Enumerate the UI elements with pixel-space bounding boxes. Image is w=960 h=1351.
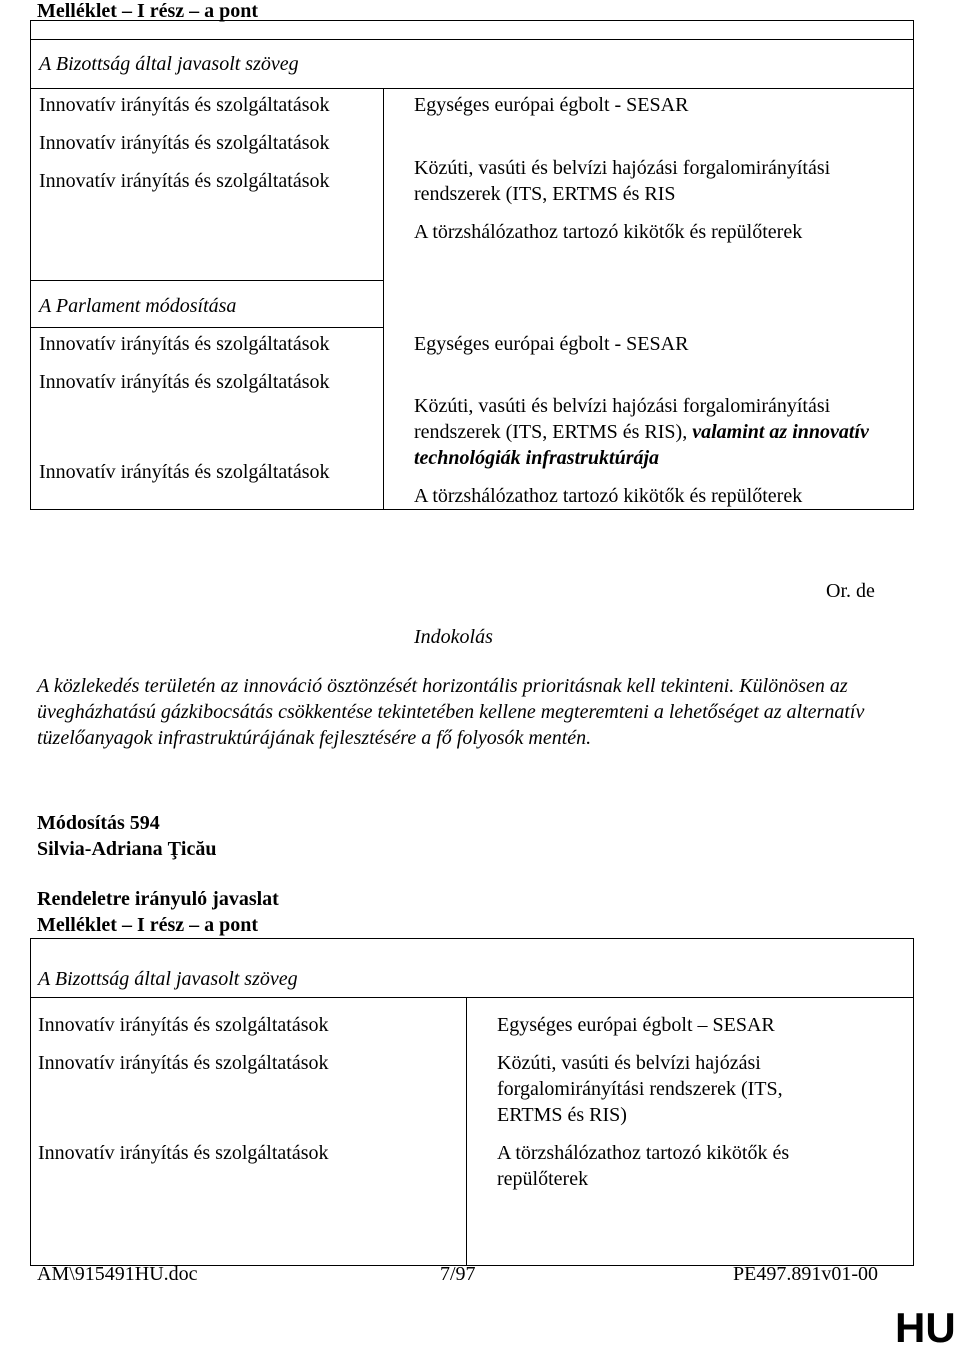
- commission-header-cell: [31, 939, 914, 998]
- left-item: Innovatív irányítás és szolgáltatások: [39, 170, 330, 192]
- footer-language-code: HU: [895, 1304, 956, 1351]
- footer-doc-ref: AM\915491HU.doc: [37, 1263, 198, 1285]
- section-heading: Melléklet – I rész – a pont: [37, 0, 259, 22]
- amendment-author: Silvia-Adriana Ţicău: [37, 838, 217, 860]
- left-item: Innovatív irányítás és szolgáltatások: [39, 333, 330, 355]
- comparison-table-2: [30, 938, 914, 1266]
- commission-text-header: A Bizottság által javasolt szöveg: [31, 40, 914, 89]
- right-column-cell: [384, 89, 914, 510]
- right-item-amended: [414, 393, 894, 471]
- original-language: Or. de: [826, 580, 875, 602]
- justification-text: A közlekedés területén az innováció ösztönzését horizontális prioritásnak kell tekinteni. Különösen az üvegházhatású gázkibocsátás csökkentése tekintetében kellene megteremteni a lehetőséget az alternatív tüzelőanyagok infrastruktúrájának fejlesztésére a fő folyosók mentén.: [37, 675, 865, 749]
- commission-left-cell: [31, 89, 384, 281]
- left-item: Innovatív irányítás és szolgáltatások: [38, 1014, 329, 1036]
- right-item: A törzshálózathoz tartozó kikötők és repülőterek: [414, 485, 803, 507]
- right-item: A törzshálózathoz tartozó kikötők és repülőterek: [414, 221, 803, 243]
- footer-pe-ref: PE497.891v01-00: [733, 1263, 878, 1285]
- proposal-label: Rendeletre irányuló javaslat: [37, 888, 279, 910]
- right-item: Egységes európai égbolt - SESAR: [414, 94, 689, 116]
- parliament-header: A Parlament módosítása: [39, 295, 237, 317]
- table-top-spacer: [31, 21, 914, 40]
- right-item: Közúti, vasúti és belvízi hajózási forgalomirányítási rendszerek (ITS, ERTMS és RIS: [414, 157, 831, 205]
- left-item: Innovatív irányítás és szolgáltatások: [38, 1052, 329, 1074]
- parliament-header-cell: [31, 281, 384, 328]
- proposal-reference: Melléklet – I rész – a pont: [37, 914, 259, 936]
- parliament-left-cell: [31, 328, 384, 510]
- left-item: Innovatív irányítás és szolgáltatások: [39, 371, 330, 393]
- right-item: Egységes európai égbolt – SESAR: [497, 1014, 775, 1036]
- footer-page-number: 7/97: [440, 1263, 476, 1285]
- right-item: Közúti, vasúti és belvízi hajózási forgalomirányítási rendszerek (ITS, ERTMS és RIS): [497, 1052, 783, 1126]
- right-item-added-text: valamint az innovatív technológiák infrastruktúrája: [414, 421, 869, 469]
- commission-text-header: A Bizottság által javasolt szöveg: [38, 968, 298, 990]
- justification-title: Indokolás: [414, 626, 493, 648]
- left-item: Innovatív irányítás és szolgáltatások: [39, 94, 330, 116]
- left-item: Innovatív irányítás és szolgáltatások: [39, 461, 330, 483]
- right-item: Egységes európai égbolt - SESAR: [414, 333, 689, 355]
- commission-left-cell: [31, 998, 467, 1266]
- right-item-plain: Közúti, vasúti és belvízi hajózási forgalomirányítási rendszerek (ITS, ERTMS és RIS),: [414, 395, 831, 443]
- comparison-table-1: [30, 20, 914, 510]
- commission-right-cell: [467, 998, 914, 1266]
- left-item: Innovatív irányítás és szolgáltatások: [39, 132, 330, 154]
- right-item: A törzshálózathoz tartozó kikötők és repülőterek: [497, 1142, 790, 1190]
- left-item: Innovatív irányítás és szolgáltatások: [38, 1142, 329, 1164]
- amendment-number: Módosítás 594: [37, 812, 160, 834]
